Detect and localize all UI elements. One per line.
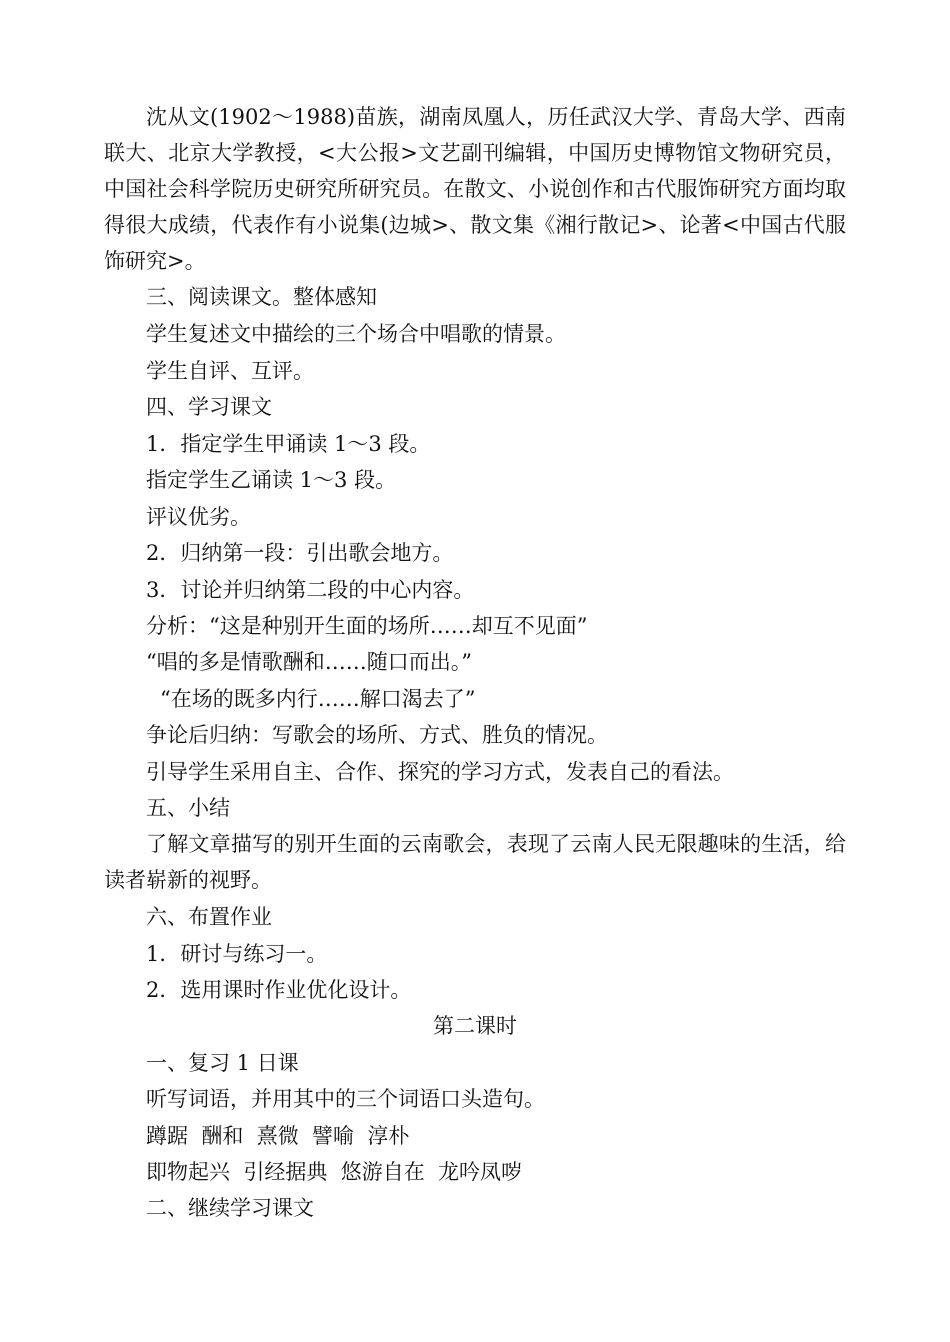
analysis-line2: “唱的多是情歌酬和……随口而出。” bbox=[146, 650, 472, 674]
section3-heading: 三、阅读课文。整体感知 bbox=[146, 285, 377, 309]
section6-heading: 六、布置作业 bbox=[146, 905, 272, 929]
vocab-line1: 蹲踞 酬和 熹微 譬喻 淳朴 bbox=[146, 1124, 410, 1148]
lesson2-section2-heading: 二、继续学习课文 bbox=[146, 1196, 314, 1220]
intro-paragraph: 沈从文(1902～1988)苗族，湖南凤凰人，历任武汉大学、青岛大学、西南联大、北京大学教授，<大公报>文艺副刊编辑，中国历史博物馆文物研究员，中国社会科学院历史研究所研究员。在散文、小说创作和古代服饰研究方面均取得很大成绩，代表作有小说集(边城>、散文集《湘行散记>、论著<中国古代服饰研究>。 bbox=[104, 105, 846, 273]
summary-paragraph: 了解文章描写的别开生面的云南歌会，表现了云南人民无限趣味的生活，给读者崭新的视野。 bbox=[104, 832, 846, 892]
lesson2-section1-heading: 一、复习 1 日课 bbox=[146, 1051, 299, 1075]
analysis-line3: “在场的既多内行……解口渴去了” bbox=[160, 687, 476, 711]
section3-line1: 学生复述文中描绘的三个场合中唱歌的情景。 bbox=[146, 322, 566, 346]
section3-line2: 学生自评、互评。 bbox=[146, 359, 314, 383]
section5-heading: 五、小结 bbox=[146, 796, 230, 820]
guide-line: 引导学生采用自主、合作、探究的学习方式，发表自己的看法。 bbox=[146, 760, 734, 784]
section4-item2: 2．归纳第一段：引出歌会地方。 bbox=[146, 541, 454, 565]
lesson2-title: 第二课时 bbox=[433, 1014, 517, 1038]
section4-item1b: 指定学生乙诵读 1～3 段。 bbox=[146, 468, 397, 492]
section4-item3: 3．讨论并归纳第二段的中心内容。 bbox=[146, 578, 475, 602]
homework-item1: 1．研讨与练习一。 bbox=[146, 942, 328, 966]
dictation-line: 听写词语，并用其中的三个词语口头造句。 bbox=[146, 1087, 545, 1111]
homework-item2: 2．选用课时作业优化设计。 bbox=[146, 978, 412, 1002]
conclusion-line: 争论后归纳：写歌会的场所、方式、胜负的情况。 bbox=[146, 723, 608, 747]
section4-item1c: 评议优劣。 bbox=[146, 505, 251, 529]
section4-item1: 1．指定学生甲诵读 1～3 段。 bbox=[146, 432, 431, 456]
analysis-line1: 分析：“这是种别开生面的场所……却互不见面” bbox=[146, 614, 588, 638]
vocab-line2: 即物起兴 引经据典 悠游自在 龙吟凤哕 bbox=[146, 1160, 523, 1184]
section4-heading: 四、学习课文 bbox=[146, 395, 272, 419]
